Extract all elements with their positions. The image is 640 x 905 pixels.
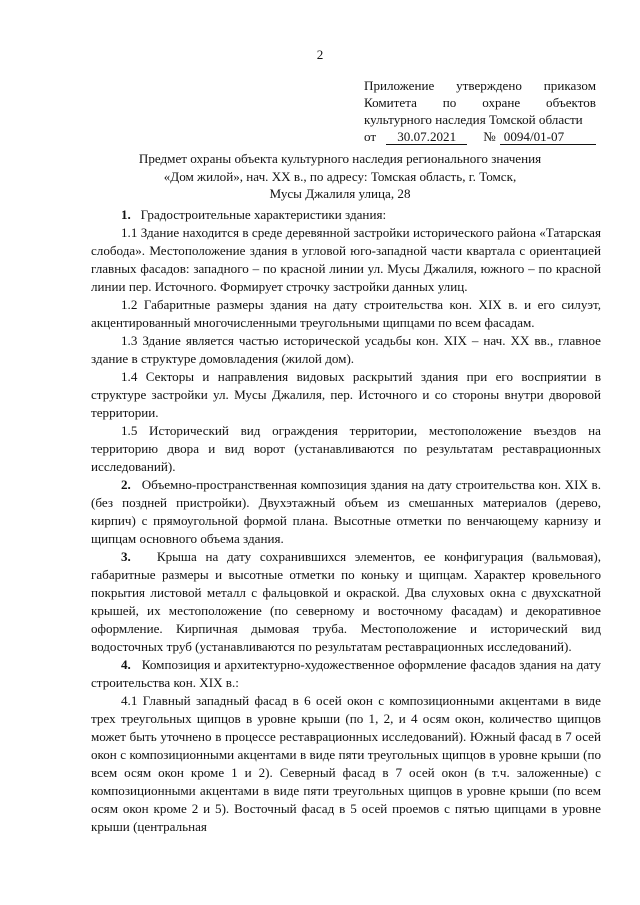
section-paragraph: [91, 548, 601, 656]
section-text: Композиция и архитектурно-художественное оформление фасадов здания на дату строительства кон. XIX в.:: [91, 657, 601, 690]
approval-line: Комитета по охране объектов: [364, 95, 596, 110]
section-number: 3.: [121, 549, 131, 564]
section-number: 2.: [121, 477, 131, 492]
paragraph: 1.1 Здание находится в среде деревянной застройки исторического района «Татарская слобода». Местоположение здания в угловой юго-западной части квартала с ориентацией главных фасадов: западного – по красной линии ул. Мусы Джалиля, южного – по красной линии пер. Источного. Формирует строчку застройки данных улиц.: [91, 225, 601, 294]
approval-number-label: №: [483, 129, 496, 144]
title-line: Мусы Джалиля улица, 28: [269, 186, 411, 202]
document-body: [91, 206, 601, 836]
section-text: Градостроительные характеристики здания:: [140, 207, 387, 222]
approval-block: [364, 77, 596, 145]
approval-from-label: от: [364, 129, 377, 144]
section-text: Объемно-пространственная композиция здания на дату строительства кон. XIX в. (без поздней пристройки). Двухэтажный объем из смешанных материалов (дерево, кирпич) с прямоугольной формой плана. Высотные отметки по венчающему карнизу и щипцам основного объема здания.: [91, 477, 601, 546]
approval-date-row: [364, 128, 596, 145]
approval-line: культурного наследия Томской области: [364, 112, 583, 127]
approval-line: Приложение утверждено приказом: [364, 78, 596, 93]
section-paragraph: [91, 656, 601, 692]
approval-date: 30.07.2021: [386, 129, 467, 145]
paragraph: 4.1 Главный западный фасад в 6 осей окон с композиционными акцентами в виде трех треугольных щипцов в уровне крыши (по 1, 2, и 4 осям окон, количество щипцов может быть уточнено в процессе реставрационных исследований). Южный фасад в 7 осей окон с композиционными акцентами в виде пяти треугольных щипцов в уровне крыши (по всем осям окон кроме 1 и 2). Северный фасад в 7 осей окон (в т.ч. заложенные) с композиционными акцентами в виде пяти треугольных щипцов в уровне крыши (по всем осям окон кроме 2 и 5). Восточный фасад в 5 осей проемов с пятью щипцами в уровне крыши (центральная: [91, 693, 601, 834]
paragraph: 1.2 Габаритные размеры здания на дату строительства кон. XIX в. и его силуэт, акцентированный многочисленными треугольными щипцами по всем фасадам.: [91, 297, 601, 330]
paragraph: 1.4 Секторы и направления видовых раскрытий здания при его восприятии в структуре застройки ул. Мусы Джалиля, пер. Источного и со стороны внутри дворовой территории.: [91, 369, 601, 420]
approval-number: 0094/01-07: [500, 129, 596, 145]
page-number: 2: [316, 47, 324, 62]
section-number: 4.: [121, 657, 131, 672]
document-title: [90, 150, 590, 203]
section-paragraph: [91, 476, 601, 548]
paragraph: 1.3 Здание является частью исторической усадьбы кон. XIX – нач. XX вв., главное здание в структуре домовладения (жилой дом).: [91, 333, 601, 366]
title-line: «Дом жилой», нач. XX в., по адресу: Томская область, г. Томск,: [163, 168, 517, 184]
title-line: Предмет охраны объекта культурного наследия регионального значения: [138, 151, 542, 166]
section-number: 1.: [121, 207, 131, 222]
section-heading: [91, 206, 601, 224]
paragraph: 1.5 Исторический вид ограждения территории, местоположение въездов на территорию двора и вид ворот (устанавливаются по результатам реставрационных исследований).: [91, 423, 601, 474]
section-text: Крыша на дату сохранившихся элементов, ее конфигурация (вальмовая), габаритные размеры и высотные отметки по коньку и щипцам. Характер кровельного покрытия листовой металл с фальцовкой и окраской. Два слуховых окна с двухскатной крышей, их местоположение (по северному и восточному фасадам) и декоративное оформление. Кирпичная дымовая труба. Местоположение и исторический вид водосточных труб (устанавливаются по результатам реставрационных исследований).: [91, 549, 601, 654]
